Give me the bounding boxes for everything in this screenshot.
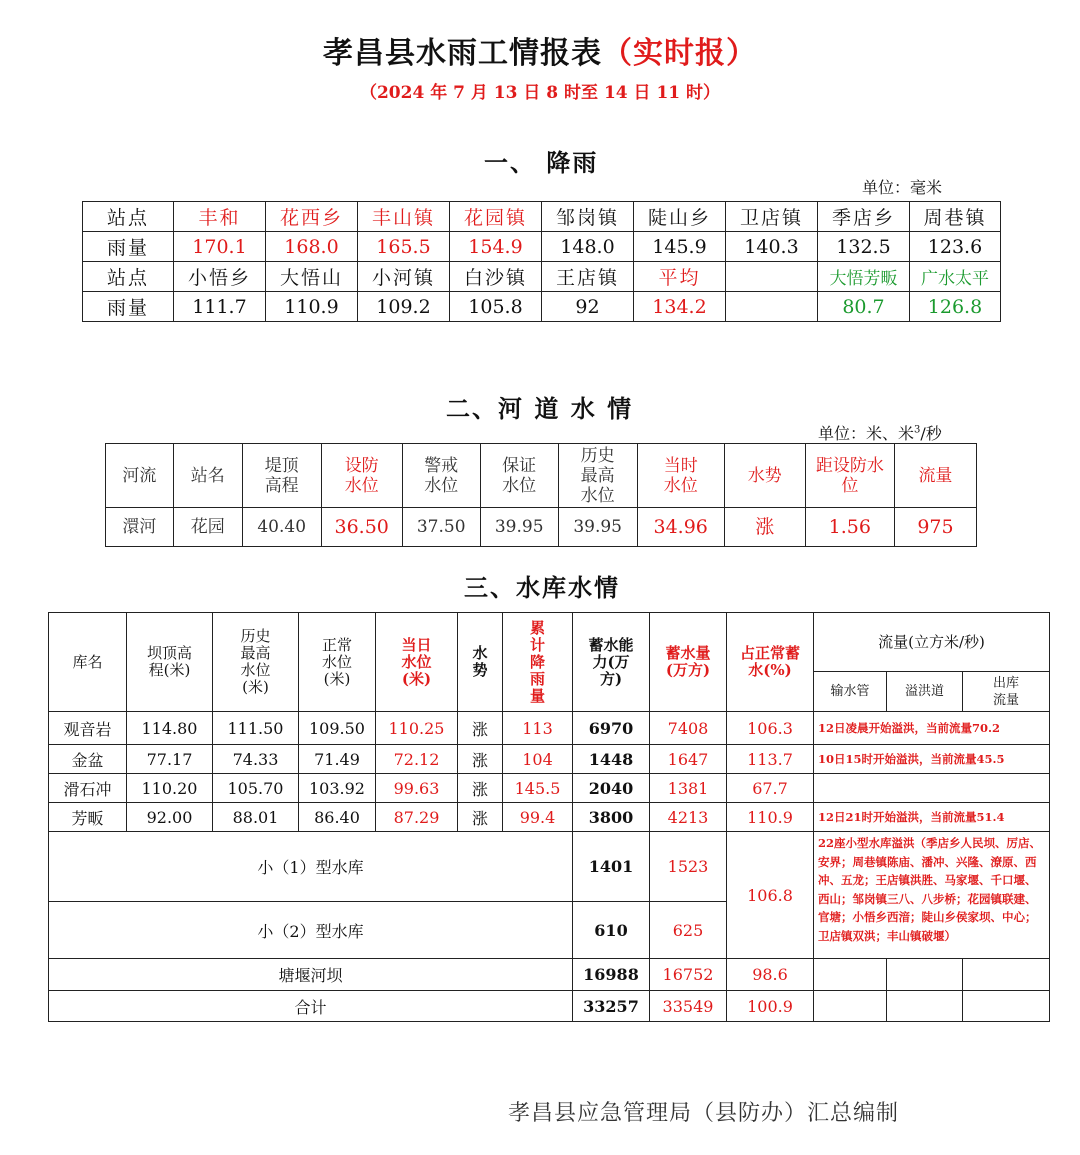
rain-value: 109.2: [358, 292, 450, 322]
pond-pct: 98.6: [727, 959, 814, 991]
site-name: 大悟芳畈: [818, 262, 910, 292]
empty-cell: [726, 292, 818, 322]
storage: 4213: [650, 803, 727, 832]
hdr-river: 河流: [106, 444, 174, 508]
pond-capacity: 16988: [573, 959, 650, 991]
current-level-value: 34.96: [637, 508, 724, 547]
rain-value: 110.9: [266, 292, 358, 322]
title-main: 孝昌县水雨工情报表: [323, 36, 602, 71]
reservoir-name: 金盆: [49, 745, 127, 774]
reservoir-table: [48, 612, 1050, 1022]
reservoir-name: 芳畈: [49, 803, 127, 832]
pct: 106.3: [727, 712, 814, 745]
small-reservoir-1-row: [49, 832, 1050, 902]
total-row: [49, 991, 1050, 1022]
hdr-today: 当日水位(米): [376, 613, 458, 712]
hdr-dam-top: 坝顶高程(米): [127, 613, 213, 712]
empty-cell: [814, 959, 887, 991]
hdr-current-level: 当时水位: [637, 444, 724, 508]
site-name: 白沙镇: [450, 262, 542, 292]
normal-level: 71.49: [299, 745, 376, 774]
guarantee-level-value: 39.95: [480, 508, 558, 547]
storage: 1381: [650, 774, 727, 803]
empty-cell: [963, 959, 1050, 991]
site-name-average: 平均: [634, 262, 726, 292]
today-level: 72.12: [376, 745, 458, 774]
small-2-capacity: 610: [573, 902, 650, 959]
river-table: [105, 443, 977, 547]
hdr-name: 库名: [49, 613, 127, 712]
total-storage: 33549: [650, 991, 727, 1022]
normal-level: 109.50: [299, 712, 376, 745]
row-label: 站点: [83, 262, 174, 292]
title-realtime: （实时报）: [602, 36, 757, 71]
footer-compiler: 孝昌县应急管理局（县防办）汇总编制: [508, 1101, 900, 1126]
rain-table: [82, 201, 1001, 322]
page-title: [0, 28, 1080, 72]
small-2-label: 小（2）型水库: [49, 902, 573, 959]
site-name: 大悟山: [266, 262, 358, 292]
storage: 1647: [650, 745, 727, 774]
capacity: 2040: [573, 774, 650, 803]
reservoir-name: 滑石冲: [49, 774, 127, 803]
site-name: 邹岗镇: [542, 202, 634, 232]
rain-value: 126.8: [910, 292, 1001, 322]
rain-average-value: 134.2: [634, 292, 726, 322]
cum-rain: 145.5: [503, 774, 573, 803]
rain-value: 168.0: [266, 232, 358, 262]
rain-value-row-1: [83, 232, 1001, 262]
reservoir-header-row: [49, 613, 1050, 672]
rain-value: 80.7: [818, 292, 910, 322]
distance-value: 1.56: [805, 508, 894, 547]
empty-cell: [726, 262, 818, 292]
rain-site-row-2: [83, 262, 1001, 292]
river-unit: 单位：米、米$^3$/秒: [818, 424, 942, 443]
row-label: 雨量: [83, 292, 174, 322]
section-river-title: 二、河 道 水 情: [446, 394, 634, 423]
hdr-flow: 流量(立方米/秒): [814, 613, 1050, 672]
rain-unit: 单位：毫米: [862, 178, 943, 197]
rain-value: 154.9: [450, 232, 542, 262]
rain-value-row-2: [83, 292, 1001, 322]
hdr-dam-top: 堤顶高程: [242, 444, 321, 508]
table-row: [49, 774, 1050, 803]
hdr-trend: 水势: [724, 444, 805, 508]
flow-note: [814, 774, 1050, 803]
flow-note: 12日21时开始溢洪，当前流量51.4: [814, 803, 1050, 832]
hist-max: 111.50: [213, 712, 299, 745]
capacity: 6970: [573, 712, 650, 745]
dam-top: 114.80: [127, 712, 213, 745]
hdr-trend: 水势: [458, 613, 503, 712]
small-reservoir-note: 22座小型水库溢洪（季店乡人民坝、厉店、安界；周巷镇陈庙、潘冲、兴隆、潦原、西冲、五龙；王店镇洪胜、马家堰、千口堰、西山；邹岗镇三八、八步桥；花园镇联建、官塘；小悟乡西湆；陡山乡侯家坝、中心；卫店镇双洪；丰山镇破堰）: [814, 832, 1050, 959]
station-name: 花园: [173, 508, 242, 547]
report-period: （2024 年 7 月 13 日 8 时至 14 日 11 时）: [359, 83, 721, 103]
capacity: 3800: [573, 803, 650, 832]
rain-value: 105.8: [450, 292, 542, 322]
hdr-spillway: 溢洪道: [887, 672, 963, 712]
hdr-guarantee-level: 保证水位: [480, 444, 558, 508]
site-name: 丰山镇: [358, 202, 450, 232]
pct: 110.9: [727, 803, 814, 832]
site-name: 周巷镇: [910, 202, 1001, 232]
dam-top: 110.20: [127, 774, 213, 803]
rain-value: 148.0: [542, 232, 634, 262]
river-header-row: [106, 444, 977, 508]
flow-note: 10日15时开始溢洪，当前流量45.5: [814, 745, 1050, 774]
site-name: 广水太平: [910, 262, 1001, 292]
river-data-row: [106, 508, 977, 547]
rain-value: 132.5: [818, 232, 910, 262]
section-reservoir-title: 三、水库水情: [464, 573, 620, 602]
warning-level-value: 37.50: [402, 508, 480, 547]
hdr-hist-max: 历史最高水位(米): [213, 613, 299, 712]
site-name: 花西乡: [266, 202, 358, 232]
empty-cell: [963, 991, 1050, 1022]
rain-value: 165.5: [358, 232, 450, 262]
pond-row: [49, 959, 1050, 991]
hist-max: 88.01: [213, 803, 299, 832]
row-label: 雨量: [83, 232, 174, 262]
pct: 113.7: [727, 745, 814, 774]
hist-max: 105.70: [213, 774, 299, 803]
normal-level: 103.92: [299, 774, 376, 803]
empty-cell: [887, 959, 963, 991]
site-name: 小悟乡: [174, 262, 266, 292]
pct: 67.7: [727, 774, 814, 803]
hdr-distance-to-defense: 距设防水位: [805, 444, 894, 508]
empty-cell: [814, 991, 887, 1022]
today-level: 110.25: [376, 712, 458, 745]
trend: 涨: [458, 745, 503, 774]
rain-value: 170.1: [174, 232, 266, 262]
section-rain-title: 一、 降雨: [484, 148, 599, 177]
capacity: 1448: [573, 745, 650, 774]
rain-value: 145.9: [634, 232, 726, 262]
reservoir-name: 观音岩: [49, 712, 127, 745]
site-name: 花园镇: [450, 202, 542, 232]
cum-rain: 99.4: [503, 803, 573, 832]
dam-top: 92.00: [127, 803, 213, 832]
site-name: 季店乡: [818, 202, 910, 232]
defense-level-value: 36.50: [321, 508, 402, 547]
hdr-outlet-pipe: 输水管: [814, 672, 887, 712]
river-name: 澴河: [106, 508, 174, 547]
pond-label: 塘堰河坝: [49, 959, 573, 991]
cum-rain: 104: [503, 745, 573, 774]
hdr-pct: 占正常蓄水(%): [727, 613, 814, 712]
pond-storage: 16752: [650, 959, 727, 991]
hdr-defense-level: 设防水位: [321, 444, 402, 508]
site-name: 陡山乡: [634, 202, 726, 232]
small-1-label: 小（1）型水库: [49, 832, 573, 902]
site-name: 卫店镇: [726, 202, 818, 232]
hdr-flow: 流量: [894, 444, 976, 508]
normal-level: 86.40: [299, 803, 376, 832]
dam-top-value: 40.40: [242, 508, 321, 547]
storage: 7408: [650, 712, 727, 745]
hdr-storage: 蓄水量(万方): [650, 613, 727, 712]
hdr-historic-max: 历史最高水位: [558, 444, 637, 508]
table-row: [49, 745, 1050, 774]
today-level: 99.63: [376, 774, 458, 803]
dam-top: 77.17: [127, 745, 213, 774]
total-capacity: 33257: [573, 991, 650, 1022]
rain-value: 140.3: [726, 232, 818, 262]
rain-value: 111.7: [174, 292, 266, 322]
today-level: 87.29: [376, 803, 458, 832]
hdr-outflow: 出库流量: [963, 672, 1050, 712]
total-pct: 100.9: [727, 991, 814, 1022]
empty-cell: [887, 991, 963, 1022]
hdr-cum-rain: 累计降雨量: [503, 613, 573, 712]
rain-value: 123.6: [910, 232, 1001, 262]
row-label: 站点: [83, 202, 174, 232]
table-row: [49, 712, 1050, 745]
trend-value: 涨: [724, 508, 805, 547]
trend: 涨: [458, 774, 503, 803]
rain-site-row-1: [83, 202, 1001, 232]
hdr-capacity: 蓄水能力(万方): [573, 613, 650, 712]
total-label: 合计: [49, 991, 573, 1022]
hist-max: 74.33: [213, 745, 299, 774]
historic-max-value: 39.95: [558, 508, 637, 547]
site-name: 丰和: [174, 202, 266, 232]
small-2-storage: 625: [650, 902, 727, 959]
small-1-storage: 1523: [650, 832, 727, 902]
small-pct: 106.8: [727, 832, 814, 959]
flow-note: 12日凌晨开始溢洪，当前流量70.2: [814, 712, 1050, 745]
site-name: 王店镇: [542, 262, 634, 292]
flow-value: 975: [894, 508, 976, 547]
small-1-capacity: 1401: [573, 832, 650, 902]
hdr-station: 站名: [173, 444, 242, 508]
hdr-normal: 正常水位(米): [299, 613, 376, 712]
rain-value: 92: [542, 292, 634, 322]
cum-rain: 113: [503, 712, 573, 745]
site-name: 小河镇: [358, 262, 450, 292]
hdr-warning-level: 警戒水位: [402, 444, 480, 508]
trend: 涨: [458, 803, 503, 832]
table-row: [49, 803, 1050, 832]
trend: 涨: [458, 712, 503, 745]
